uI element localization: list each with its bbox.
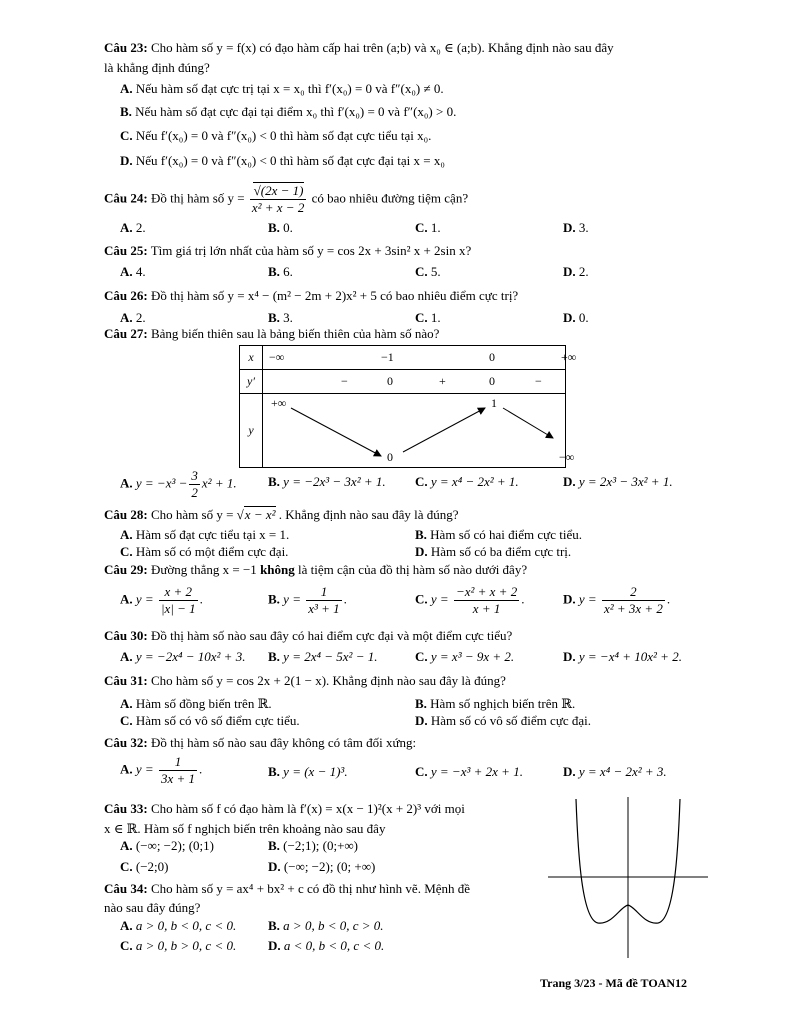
q30-option-c: C. y = x³ − 9x + 2. xyxy=(415,649,515,664)
q26-stem: Câu 26: Đồ thị hàm số y = x⁴ − (m² − 2m + 2)x² + 5 có bao nhiêu điểm cực trị? xyxy=(104,288,519,303)
q29-option-a: A. y = $\frac{x + 2}{|x| - 1}$ . xyxy=(120,584,203,617)
q33-option-c: C. (−2;0) xyxy=(120,859,169,874)
q33-stem-line2: x ∈ ℝ. Hàm số f nghịch biến trên khoảng nào sau đây xyxy=(104,821,386,836)
q34-option-b: B. a > 0, b < 0, c > 0. xyxy=(268,918,384,933)
q24-option-d: D. 3. xyxy=(563,220,589,235)
table-arrows xyxy=(263,394,565,466)
q27-option-c: C. y = x⁴ − 2x² + 1. xyxy=(415,474,519,489)
q32-stem: Câu 32: Đồ thị hàm số nào sau đây không có tâm đối xứng: xyxy=(104,735,417,750)
q23-option-d: D. Nếu f′(x₀) = 0 và f″(x₀) < 0 thì hàm số đạt cực đại tại x = x₀ xyxy=(120,153,445,168)
q34-option-a: A. a > 0, b < 0, c < 0. xyxy=(120,918,237,933)
q28-option-d: D. Hàm số có ba điểm cực trị. xyxy=(415,544,572,559)
q33-stem-line1: Câu 33: Cho hàm số f có đạo hàm là f′(x) = x(x − 1)²(x + 2)³ với mọi xyxy=(104,801,465,816)
q25-option-d: D. 2. xyxy=(563,264,589,279)
q33-option-a: A. (−∞; −2); (0;1) xyxy=(120,838,214,853)
q25-stem: Câu 25: Tìm giá trị lớn nhất của hàm số y = cos 2x + 3sin² x + 2sin x? xyxy=(104,243,472,258)
table-x-val: −1 xyxy=(381,350,394,364)
q31-option-c: C. Hàm số có vô số điểm cực tiểu. xyxy=(120,713,300,728)
q28-option-c: C. Hàm số có một điểm cực đại. xyxy=(120,544,289,559)
q31-option-b: B. Hàm số nghịch biến trên ℝ. xyxy=(415,696,576,711)
table-x-val: +∞ xyxy=(561,350,577,364)
table-y-val: 1 xyxy=(491,396,497,410)
q23-stem2: là khẳng định đúng? xyxy=(104,60,210,75)
q28-option-a: A. Hàm số đạt cực tiểu tại x = 1. xyxy=(120,527,290,542)
q30-option-b: B. y = 2x⁴ − 5x² − 1. xyxy=(268,649,378,664)
q30-option-d: D. y = −x⁴ + 10x² + 2. xyxy=(563,649,682,664)
q24-option-b: B. 0. xyxy=(268,220,293,235)
q27-option-b: B. y = −2x³ − 3x² + 1. xyxy=(268,474,386,489)
q34-stem-line2: nào sau đây đúng? xyxy=(104,900,201,915)
q25-option-c: C. 5. xyxy=(415,264,441,279)
q24-option-c: C. 1. xyxy=(415,220,441,235)
q27-stem: Câu 27: Bảng biến thiên sau là bảng biến thiên của hàm số nào? xyxy=(104,326,440,341)
q27-option-a: A. y = −x³ − $\frac{3}{2}$ x² + 1. xyxy=(120,468,237,501)
q25-option-b: B. 6. xyxy=(268,264,293,279)
q29-option-b: B. y = $\frac{1}{\text{x³ + 1}}$ . xyxy=(268,584,347,617)
variation-table xyxy=(239,345,577,468)
q31-option-d: D. Hàm số có vô số điểm cực đại. xyxy=(415,713,592,728)
table-x-row xyxy=(263,346,577,370)
q23-stem1: Cho hàm số y = f(x) có đạo hàm cấp hai trên (a;b) và x₀ ∈ (a;b). Khẳng định nào sau đây xyxy=(150,40,614,55)
table-y-val: 0 xyxy=(387,450,393,464)
table-yp-val: + xyxy=(439,374,446,388)
q32-option-c: C. y = −x³ + 2x + 1. xyxy=(415,764,523,779)
arrow-up xyxy=(403,408,485,452)
q24-option-a: A. 2. xyxy=(120,220,146,235)
q25-option-a: A. 4. xyxy=(120,264,146,279)
page-footer: Trang 3/23 - Mã đề TOAN12 xyxy=(540,976,688,990)
q27-option-d: D. y = 2x³ − 3x² + 1. xyxy=(563,474,673,489)
q24-stem: Câu 24: Đồ thị hàm số y = $\frac{√(2x - 1)}{\text{x² + x − 2}}$ có bao nhiêu đường tiệm cận? xyxy=(104,183,469,216)
table-yp-val: − xyxy=(341,374,348,388)
q23-label: Câu 23: xyxy=(104,40,148,55)
q29-option-c: C. y = $\frac{\text{−x² + x + 2}}{x + 1}$ . xyxy=(415,584,525,617)
q34-option-c: C. a > 0, b > 0, c < 0. xyxy=(120,938,237,953)
table-yp-row xyxy=(263,370,566,394)
table-x-val: −∞ xyxy=(269,350,285,364)
q26-option-a: A. 2. xyxy=(120,310,146,325)
arrow-down-2 xyxy=(503,408,553,438)
q31-option-a: A. Hàm số đồng biến trên ℝ. xyxy=(120,696,272,711)
q30-stem: Câu 30: Đồ thị hàm số nào sau đây có hai điểm cực đại và một điểm cực tiểu? xyxy=(104,628,513,643)
table-x-val: 0 xyxy=(489,350,495,364)
q30-option-a: A. y = −2x⁴ − 10x² + 3. xyxy=(120,649,246,664)
q23-stem-line1 xyxy=(104,40,704,56)
q31-stem: Câu 31: Cho hàm số y = cos 2x + 2(1 − x). Khẳng định nào sau đây là đúng? xyxy=(104,673,506,688)
q23-option-b: B. Nếu hàm số đạt cực đại tại điểm x₀ thì f′(x₀) = 0 và f″(x₀) > 0. xyxy=(120,104,457,119)
table-y-val: +∞ xyxy=(271,396,287,410)
q23-stem-line2 xyxy=(104,60,704,76)
q32-option-a: A. y = $\frac{1}{3x + 1}$ . xyxy=(120,754,203,787)
q34-option-d: D. a < 0, b < 0, c < 0. xyxy=(268,938,385,953)
q23-option-c: C. Nếu f′(x₀) = 0 và f″(x₀) < 0 thì hàm số đạt cực tiểu tại x₀. xyxy=(120,128,432,143)
table-yp-val: 0 xyxy=(387,374,393,388)
q32-option-b: B. y = (x − 1)³. xyxy=(268,764,348,779)
table-y-val: −∞ xyxy=(559,450,575,464)
table-y-label: y xyxy=(240,394,263,468)
table-x-label: x xyxy=(240,346,263,370)
table-y-row xyxy=(263,394,575,468)
q28-option-b: B. Hàm số có hai điểm cực tiểu. xyxy=(415,527,582,542)
q26-option-d: D. 0. xyxy=(563,310,589,325)
q34-stem-line1: Câu 34: Cho hàm số y = ax⁴ + bx² + c có đồ thị như hình vẽ. Mệnh đề xyxy=(104,881,471,896)
q23-option-a: A. Nếu hàm số đạt cực trị tại x = x₀ thì f′(x₀) = 0 và f″(x₀) ≠ 0. xyxy=(120,81,444,96)
q29-option-d: D. y = $\frac{2}{\text{x² + 3x + 2}}$ . xyxy=(563,584,671,617)
q33-option-b: B. (−2;1); (0;+∞) xyxy=(268,838,359,853)
q33-option-d: D. (−∞; −2); (0; +∞) xyxy=(268,859,376,874)
q29-stem: Câu 29: Đường thẳng x = −1 không là tiệm cận của đồ thị hàm số nào dưới đây? xyxy=(104,562,528,577)
q24-fraction: $\frac{√(2x - 1)}{\text{x² + x − 2}}$ xyxy=(251,183,305,216)
table-yp-val: 0 xyxy=(489,374,495,388)
arrow-down-1 xyxy=(291,408,381,456)
q26-option-c: C. 1. xyxy=(415,310,441,325)
q32-option-d: D. y = x⁴ − 2x² + 3. xyxy=(563,764,667,779)
table-yp-val: − xyxy=(535,374,542,388)
q26-option-b: B. 3. xyxy=(268,310,293,325)
quartic-graph xyxy=(548,795,708,960)
table-yp-label: y′ xyxy=(240,370,263,394)
q28-stem: Câu 28: Cho hàm số y = √x − x² . Khẳng định nào sau đây là đúng? xyxy=(104,507,459,522)
